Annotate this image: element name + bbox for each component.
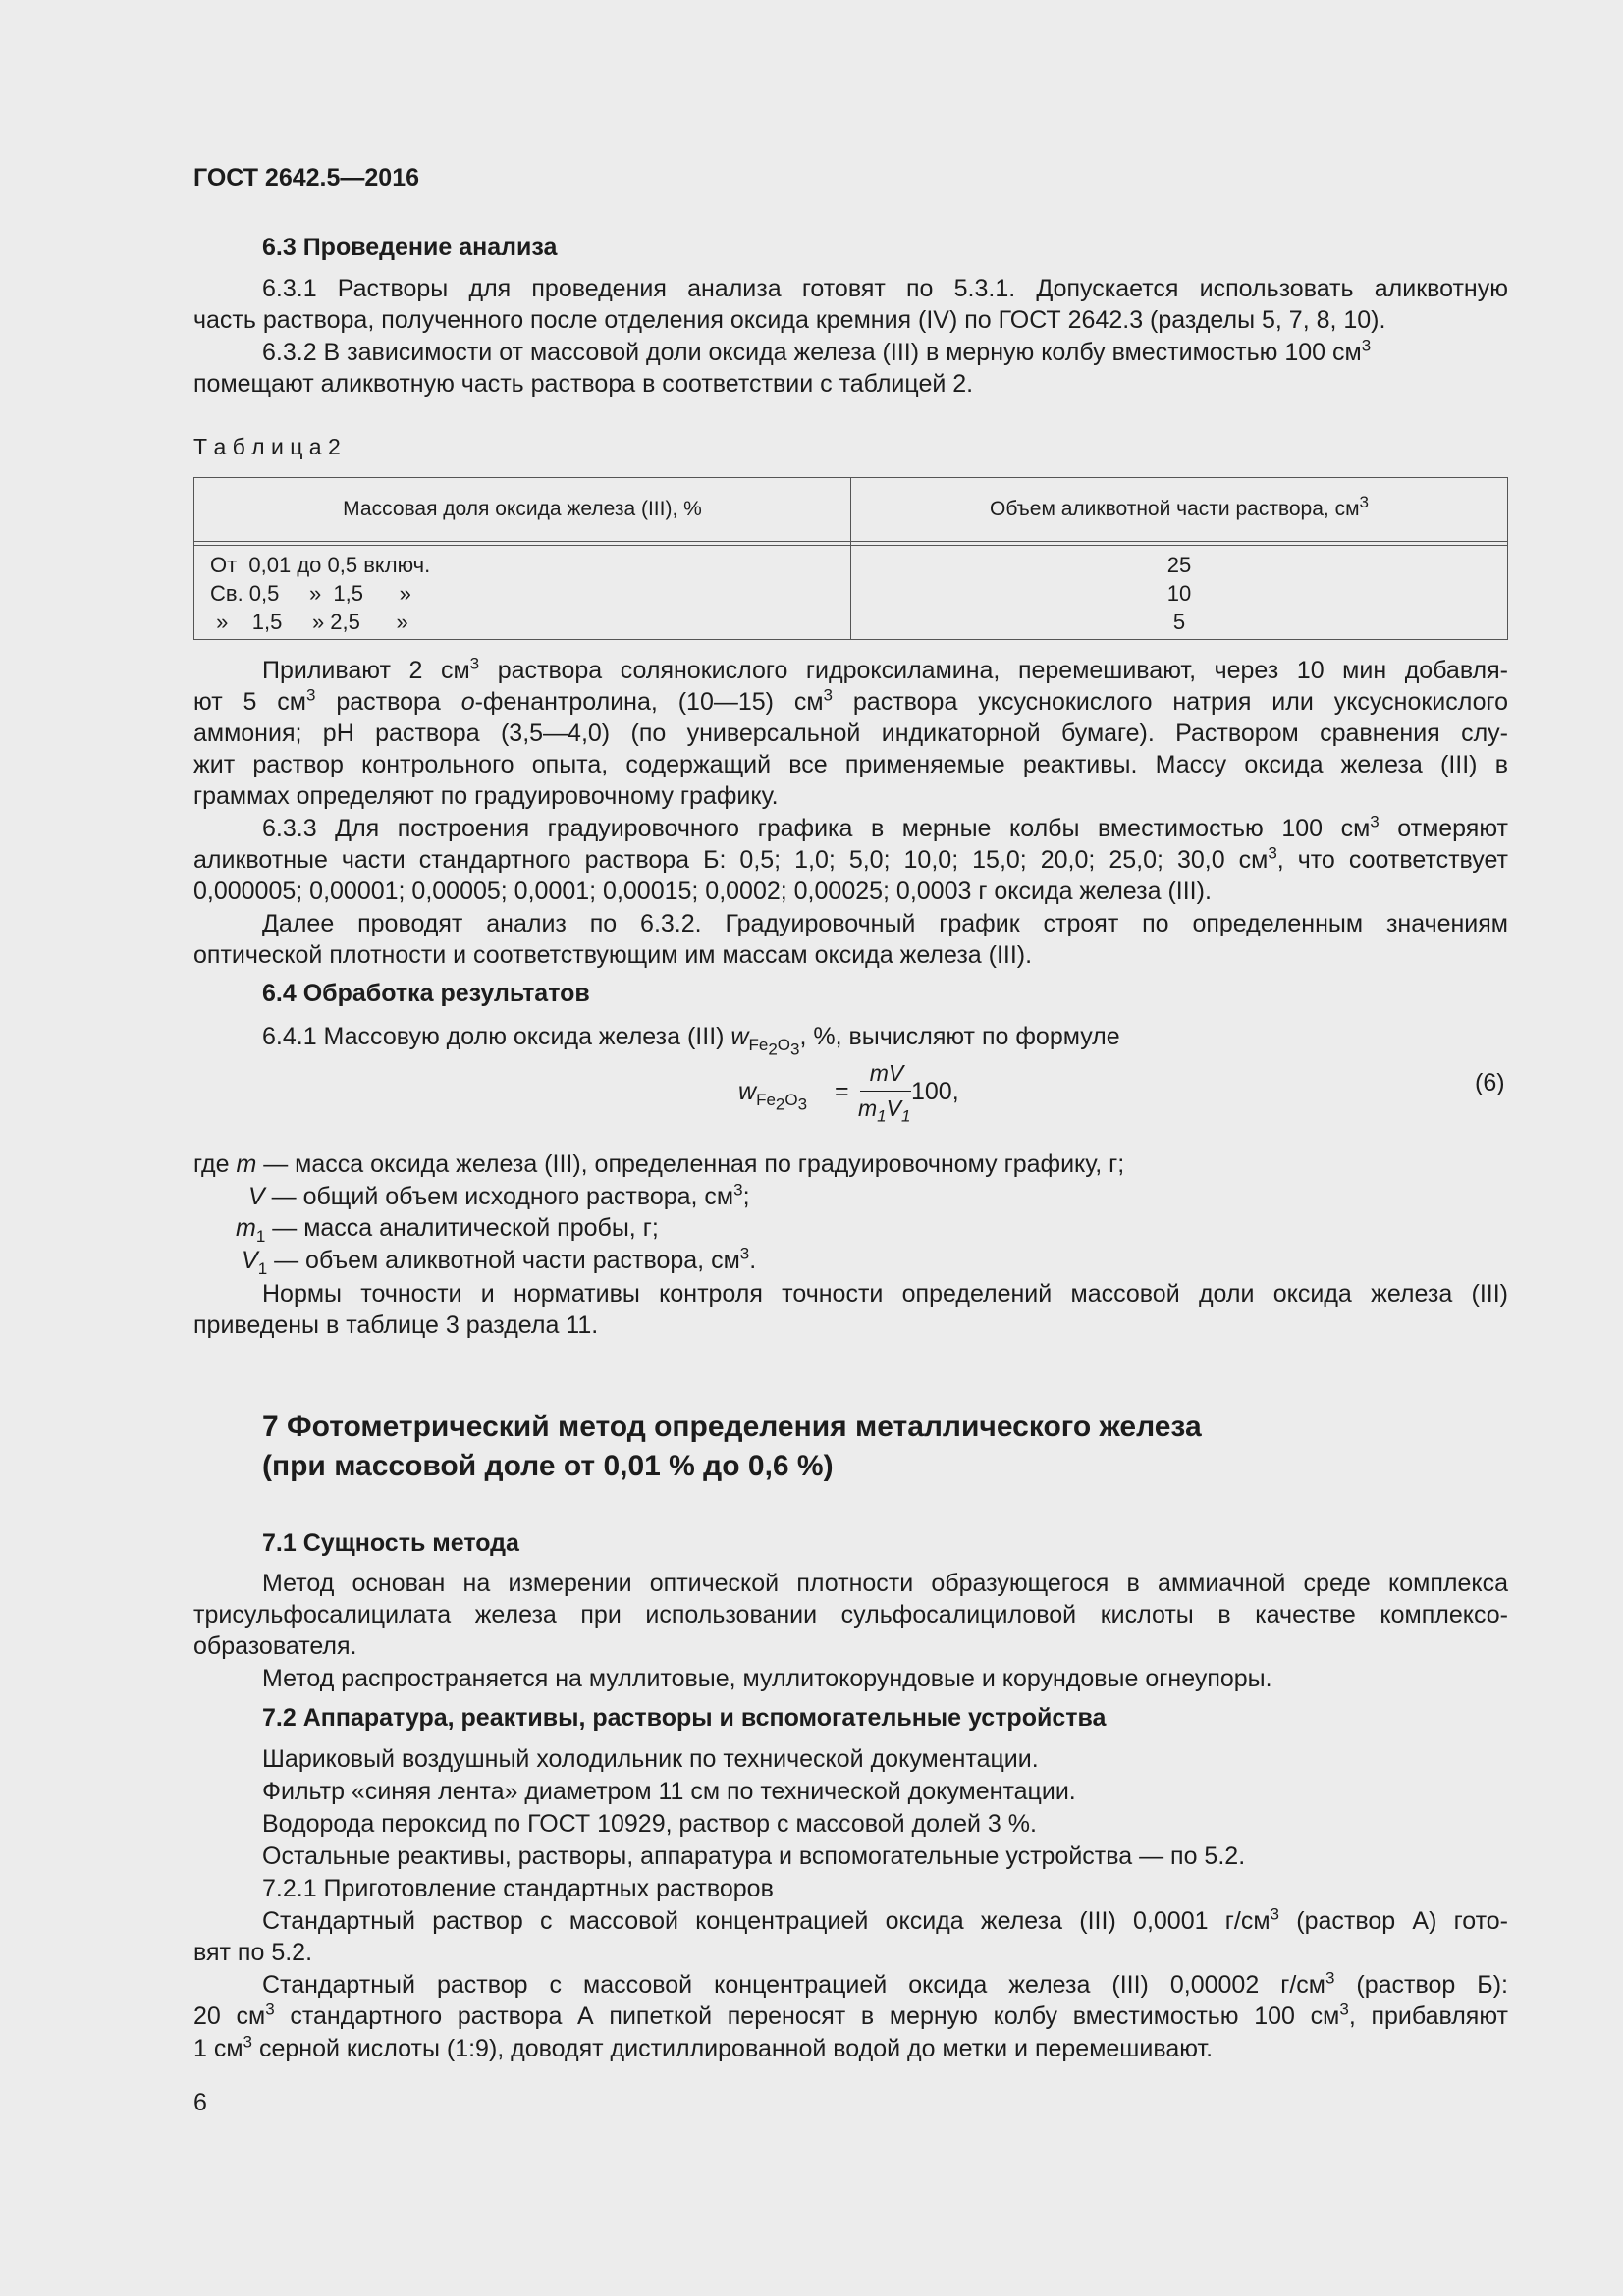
paragraph-line: 7.2.1 Приготовление стандартных растворов: [262, 1875, 774, 1902]
where-line: $m_1$ — масса аналитической пробы, г;: [236, 1214, 659, 1246]
paragraph-line: ют 5 $см^3$ раствора о-фенантролина, (10—15) $см^3$ раствора уксуснокислого натрия или уксуснокислого: [193, 685, 1508, 716]
page-number: 6: [193, 2089, 207, 2116]
section-6-4-title: 6.4 Обработка результатов: [262, 980, 590, 1007]
table-cell-volume: 10: [1166, 581, 1192, 606]
paragraph-line: вят по 5.2.: [193, 1939, 313, 1966]
document-header: ГОСТ 2642.5—2016: [193, 164, 420, 191]
section-7-title: 7 Фотометрический метод определения металлического железа (при массовой доле от 0,01 % до 0,6 %): [262, 1411, 1202, 1482]
paragraph-line: граммах определяют по градуировочному графику.: [193, 782, 779, 810]
formula-denominator: $m_1V_1$: [858, 1095, 911, 1126]
paragraph-line: Остальные реактивы, растворы, аппаратура и вспомогательные устройства — по 5.2.: [262, 1842, 1246, 1870]
formula-equals: =: [835, 1078, 849, 1105]
paragraph-line: Метод распространяется на муллитовые, муллитокорундовые и корундовые огнеупоры.: [262, 1665, 1272, 1692]
where-line: $V_1$ — объем аликвотной части раствора, $см^3$.: [242, 1244, 757, 1278]
paragraph-line: 1 $см^3$ серной кислоты (1:9), доводят дистиллированной водой до метки и перемешивают.: [193, 2032, 1214, 2062]
table-cell-volume: 5: [1172, 610, 1186, 634]
table-cell-range: От 0,01 до 0,5 включ.: [210, 553, 431, 577]
section-6-3-title: 6.3 Проведение анализа: [262, 234, 558, 261]
paragraph-line: помещают аликвотную часть раствора в соответствии с таблицей 2.: [193, 370, 974, 398]
paragraph-line: Метод основан на измерении оптической плотности образующегося в аммиачной среде комплекса: [262, 1570, 1508, 1597]
paragraph-line: Нормы точности и нормативы контроля точности определений массовой доли оксида железа (III): [262, 1280, 1508, 1308]
paragraph-line: часть раствора, полученного после отделения оксида кремния (IV) по ГОСТ 2642.3 (разделы 5, 7, 8, 10).: [193, 306, 1386, 334]
paragraph-line: жит раствор контрольного опыта, содержащий все применяемые реактивы. Массу оксида железа (III) в: [193, 751, 1508, 778]
paragraph-line: образователя.: [193, 1632, 357, 1660]
table-2: [193, 477, 1508, 640]
table-cell-volume: 25: [1166, 553, 1192, 577]
paragraph-line: приведены в таблице 3 раздела 11.: [193, 1311, 599, 1339]
paragraph-line: Приливают 2 $см^3$ раствора солянокислого гидроксиламина, перемешивают, через 10 мин добавля-: [262, 654, 1508, 684]
paragraph-line: трисульфосалицилата железа при использовании сульфосалициловой кислоты в качестве комплексо-: [193, 1601, 1508, 1629]
paragraph-line: Водорода пероксид по ГОСТ 10929, раствор с массовой долей 3 %.: [262, 1810, 1037, 1838]
paragraph-line: 6.3.2 В зависимости от массовой доли оксида железа (III) в мерную колбу вместимостью 100 $см^3$: [262, 336, 1372, 366]
paragraph-line: 20 $см^3$ стандартного раствора А пипеткой переносят в мерную колбу вместимостью 100 $см^3$, прибавляют: [193, 2000, 1508, 2030]
paragraph-line: Стандартный раствор с массовой концентрацией оксида железа (III) 0,0001 $г/см^3$ (раствор А) гото-: [262, 1904, 1508, 1935]
paragraph-line: оптической плотности и соответствующим им массам оксида железа (III).: [193, 941, 1033, 969]
paragraph-line: аммония; pH раствора (3,5—4,0) (по универсальной индикаторной бумаге). Раствором сравнения слу-: [193, 720, 1508, 747]
where-line: где m — масса оксида железа (III), определенная по градуировочному графику, г;: [193, 1150, 1125, 1178]
formula-numerator: mV: [869, 1060, 904, 1086]
paragraph-line: 6.3.3 Для построения градуировочного графика в мерные колбы вместимостью 100 $см^3$ отмеряют: [262, 812, 1508, 842]
fraction-bar: [860, 1091, 911, 1092]
section-7-1-title: 7.1 Сущность метода: [262, 1529, 519, 1557]
paragraph-line: 6.4.1 Массовую долю оксида железа (III) $w_{Fe_2O_3}$, %, вычисляют по формуле: [262, 1023, 1120, 1059]
table-header-mass-fraction: Массовая доля оксида железа (III), %: [343, 498, 702, 520]
paragraph-line: 0,000005; 0,00001; 0,00005; 0,0001; 0,00015; 0,0002; 0,00025; 0,0003 г оксида железа (III).: [193, 878, 1212, 905]
paragraph-line: Шариковый воздушный холодильник по технической документации.: [262, 1745, 1039, 1773]
section-7-2-title: 7.2 Аппаратура, реактивы, растворы и вспомогательные устройства: [262, 1704, 1107, 1732]
paragraph-line: Далее проводят анализ по 6.3.2. Градуировочный график строят по определенным значениям: [262, 910, 1508, 937]
table-cell-range: » 1,5 » 2,5 »: [210, 610, 408, 634]
table-cell-range: Св. 0,5 » 1,5 »: [210, 581, 411, 606]
paragraph-line: Фильтр «синяя лента» диаметром 11 см по технической документации.: [262, 1778, 1076, 1805]
formula-lhs: $w_{Fe_2O_3}$: [738, 1078, 808, 1114]
paragraph-line: 6.3.1 Растворы для проведения анализа готовят по 5.3.1. Допускается использовать аликвотную: [262, 275, 1508, 302]
formula-number: (6): [1475, 1069, 1505, 1096]
formula-multiplier: 100,: [911, 1078, 959, 1105]
where-line: V — общий объем исходного раствора, $см^3$;: [248, 1180, 750, 1210]
table-header-volume: Объем аликвотной части раствора, $см^3$: [989, 493, 1369, 520]
table-caption: Т а б л и ц а 2: [193, 434, 341, 459]
paragraph-line: Стандартный раствор с массовой концентрацией оксида железа (III) 0,00002 $г/см^3$ (раствор Б):: [262, 1968, 1508, 1999]
paragraph-line: аликвотные части стандартного раствора Б: 0,5; 1,0; 5,0; 10,0; 15,0; 20,0; 25,0; 30,0 $см^3$, что соответствует: [193, 843, 1508, 874]
